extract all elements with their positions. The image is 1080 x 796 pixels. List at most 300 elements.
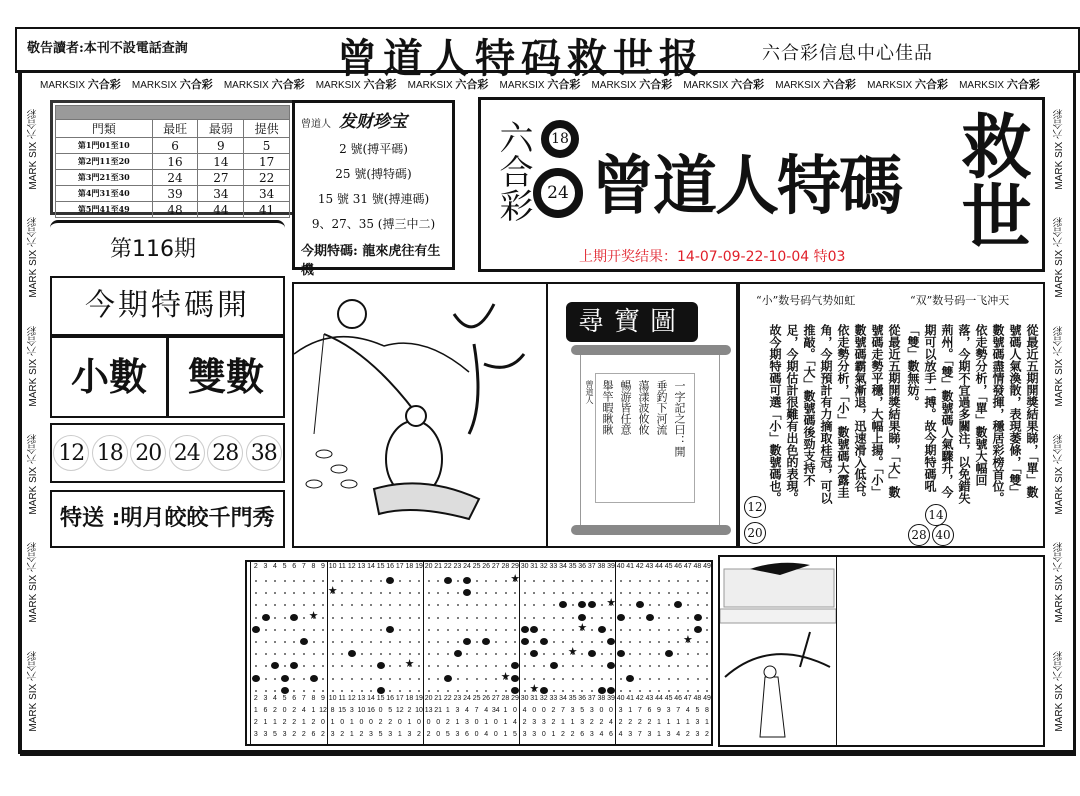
marksix-label: MARKSIX xyxy=(959,80,1005,91)
grid-dot xyxy=(313,604,315,606)
marksix-logo xyxy=(316,76,397,92)
grid-dot xyxy=(524,604,526,606)
grid-dot xyxy=(265,690,267,692)
grid-dot xyxy=(418,665,420,667)
stat-value: 6 xyxy=(609,731,613,738)
grid-dot xyxy=(485,580,487,582)
hit-marker xyxy=(578,614,586,621)
marksix-brand: 六合彩 xyxy=(87,79,121,91)
grid-dot xyxy=(572,665,574,667)
number-ball: 18 xyxy=(92,435,128,471)
grid-dot xyxy=(495,690,497,692)
stat-value: 6 xyxy=(465,731,469,738)
grid-dot xyxy=(562,629,564,631)
marksix-brand: 六合彩 xyxy=(547,79,581,91)
grid-dot xyxy=(293,604,295,606)
stat-value: 2 xyxy=(570,731,575,738)
stat-value: 4 xyxy=(599,731,604,738)
grid-dot xyxy=(409,604,411,606)
hit-marker xyxy=(540,687,548,694)
grid-dot xyxy=(476,580,478,582)
grid-dot xyxy=(514,592,516,594)
grid-dot xyxy=(370,617,372,619)
stat-value: 2 xyxy=(705,731,709,738)
grid-dot xyxy=(610,653,612,655)
column-number: 2 xyxy=(253,563,258,570)
column-number: 44 xyxy=(655,563,663,570)
number-ball: 20 xyxy=(130,435,166,471)
grid-dot xyxy=(495,580,497,582)
stat-value: 4 xyxy=(609,719,613,726)
stat-value: 0 xyxy=(397,719,402,726)
column-number: 13 xyxy=(357,695,366,702)
stat-value: 3 xyxy=(282,731,287,738)
stat-value: 0 xyxy=(493,731,498,738)
stat-value: 2 xyxy=(426,731,431,738)
table-cell: 6 xyxy=(152,138,198,154)
grid-dot xyxy=(533,678,535,680)
grid-dot xyxy=(361,604,363,606)
stat-value: 10 xyxy=(357,707,366,714)
grid-dot xyxy=(639,653,641,655)
grid-dot xyxy=(428,690,430,692)
grid-dot xyxy=(562,580,564,582)
stat-value: 5 xyxy=(695,707,700,714)
grid-dot xyxy=(399,604,401,606)
grid-dot xyxy=(601,653,603,655)
column-number: 24 xyxy=(463,695,471,702)
grid-dot xyxy=(361,580,363,582)
column-number: 6 xyxy=(292,563,297,570)
grid-dot xyxy=(457,641,459,643)
special-star-icon: ★ xyxy=(529,682,540,695)
grid-dot xyxy=(658,592,660,594)
special-star-icon: ★ xyxy=(500,670,511,683)
grid-dot xyxy=(274,641,276,643)
stat-value: 1 xyxy=(503,719,508,726)
column-number: 33 xyxy=(549,695,558,702)
marksix-brand: 六合彩 xyxy=(731,79,765,91)
grid-dot xyxy=(658,678,660,680)
stat-value: 1 xyxy=(397,731,402,738)
stat-value: 4 xyxy=(484,731,489,738)
table-cell: 5 xyxy=(244,138,290,154)
stat-value: 0 xyxy=(609,707,613,714)
stat-value: 1 xyxy=(455,719,460,726)
grid-dot xyxy=(495,629,497,631)
column-number: 41 xyxy=(626,695,635,702)
grid-dot xyxy=(274,617,276,619)
grid-dot xyxy=(370,665,372,667)
grid-dot xyxy=(457,604,459,606)
analysis-articles xyxy=(738,282,1045,548)
grid-dot xyxy=(351,592,353,594)
grid-dot xyxy=(341,678,343,680)
grid-dot xyxy=(322,678,324,680)
grid-dot xyxy=(524,653,526,655)
grid-dot xyxy=(399,629,401,631)
stat-value: 3 xyxy=(455,707,460,714)
grid-dot xyxy=(418,690,420,692)
table-header-row xyxy=(56,120,290,138)
hit-marker xyxy=(262,614,270,621)
hit-marker xyxy=(300,638,308,645)
grid-dot xyxy=(265,592,267,594)
grid-dot xyxy=(706,629,708,631)
grid-dot xyxy=(668,592,670,594)
grid-dot xyxy=(293,592,295,594)
grid-dot xyxy=(553,629,555,631)
grid-dot xyxy=(629,592,631,594)
stat-value: 3 xyxy=(455,731,460,738)
marksix-label: MARKSIX xyxy=(591,80,637,91)
stat-value: 8 xyxy=(705,707,709,714)
marksix-logo xyxy=(40,76,121,92)
grid-dot xyxy=(706,580,708,582)
table-cell: 44 xyxy=(198,202,244,218)
grid-dot xyxy=(687,604,689,606)
grid-dot xyxy=(361,678,363,680)
grid-divider xyxy=(519,562,520,744)
grid-dot xyxy=(265,580,267,582)
grid-dot xyxy=(341,604,343,606)
grid-dot xyxy=(514,653,516,655)
grid-dot xyxy=(399,617,401,619)
grid-dot xyxy=(437,617,439,619)
grid-dot xyxy=(572,629,574,631)
grid-dot xyxy=(332,629,334,631)
stat-value: 3 xyxy=(666,707,671,714)
grid-dot xyxy=(697,678,699,680)
grid-dot xyxy=(677,678,679,680)
grid-dot xyxy=(341,629,343,631)
grid-dot xyxy=(687,629,689,631)
grid-dot xyxy=(591,678,593,680)
marksix-logo xyxy=(500,76,581,92)
grid-dot xyxy=(437,604,439,606)
marksix-brand: 六合彩 xyxy=(455,79,489,91)
grid-dot xyxy=(572,641,574,643)
grid-dot xyxy=(447,617,449,619)
table-cell: 第3門21至30 xyxy=(56,170,153,186)
grid-dot xyxy=(447,641,449,643)
stat-value: 6 xyxy=(263,707,268,714)
hit-marker xyxy=(386,577,394,584)
stat-value: 3 xyxy=(580,719,585,726)
grid-dot xyxy=(687,690,689,692)
grid-dot xyxy=(639,665,641,667)
reader-notice: 敬告讀者:本刊不設電話查詢 xyxy=(27,41,188,56)
stat-value: 0 xyxy=(493,719,498,726)
grid-dot xyxy=(428,653,430,655)
stat-value: 0 xyxy=(359,719,364,726)
grid-dot xyxy=(658,580,660,582)
grid-dot xyxy=(687,665,689,667)
table-row xyxy=(56,154,290,170)
grid-dot xyxy=(361,617,363,619)
column-number: 17 xyxy=(395,563,404,570)
table-cell: 39 xyxy=(152,186,198,202)
grid-dot xyxy=(265,653,267,655)
strip-logo: MARK SIX 六合彩 xyxy=(1053,542,1065,623)
column-number: 15 xyxy=(376,695,385,702)
grid-dot xyxy=(437,580,439,582)
grid-dot xyxy=(389,653,391,655)
column-number: 11 xyxy=(338,695,346,702)
grid-dot xyxy=(399,653,401,655)
grid-dot xyxy=(524,665,526,667)
grid-dot xyxy=(591,641,593,643)
treasure-map xyxy=(548,282,738,548)
grid-dot xyxy=(562,653,564,655)
grid-dot xyxy=(562,592,564,594)
special-gift: 特送 :明月皎皎千門秀 xyxy=(50,490,285,548)
column-number: 38 xyxy=(597,695,606,702)
hit-marker xyxy=(386,626,394,633)
grid-dot xyxy=(466,617,468,619)
grid-dot xyxy=(629,617,631,619)
grid-dot xyxy=(658,690,660,692)
stat-value: 1 xyxy=(676,719,681,726)
table-cell: 22 xyxy=(244,170,290,186)
grid-dot xyxy=(293,678,295,680)
grid-dot xyxy=(629,653,631,655)
stat-value: 2 xyxy=(417,731,421,738)
grid-dot xyxy=(428,678,430,680)
pick-even: 雙數 xyxy=(167,336,285,418)
grid-dot xyxy=(418,580,420,582)
column-number: 38 xyxy=(597,563,606,570)
tips-footer: 今期特碼: 龍來虎往有生機 xyxy=(301,244,441,278)
stat-value: 34 xyxy=(491,707,500,714)
grid-divider xyxy=(423,562,424,744)
column-number: 12 xyxy=(347,563,356,570)
column-number: 14 xyxy=(367,563,375,570)
article-heading: “小”数号码气势如虹 xyxy=(756,294,856,307)
stat-value: 4 xyxy=(465,707,469,714)
stat-value: 2 xyxy=(282,719,287,726)
stat-value: 4 xyxy=(301,707,306,714)
grid-dot xyxy=(284,617,286,619)
column-header: 最旺 xyxy=(152,120,198,138)
grid-dot xyxy=(581,653,583,655)
stat-value: 1 xyxy=(349,719,354,726)
grid-dot xyxy=(428,592,430,594)
strip-logo: MARK SIX 六合彩 xyxy=(27,650,39,732)
grid-dot xyxy=(562,641,564,643)
grid-dot xyxy=(303,580,305,582)
column-number: 3 xyxy=(263,695,268,702)
grid-dot xyxy=(341,641,343,643)
grid-dot xyxy=(447,690,449,692)
grid-dot xyxy=(322,592,324,594)
column-number: 27 xyxy=(491,563,500,570)
grid-dot xyxy=(303,653,305,655)
grid-dot xyxy=(572,678,574,680)
hit-marker xyxy=(530,650,538,657)
grid-dot xyxy=(649,665,651,667)
grid-dot xyxy=(505,690,507,692)
ball-icon: 18 xyxy=(541,120,579,158)
grid-dot xyxy=(677,665,679,667)
stat-value: 2 xyxy=(359,731,364,738)
article-heading: “双”数号码一飞冲天 xyxy=(910,294,1010,307)
column-number: 22 xyxy=(443,695,452,702)
grid-dot xyxy=(505,665,507,667)
column-number: 43 xyxy=(645,695,654,702)
hit-marker xyxy=(271,662,279,669)
column-number: 4 xyxy=(273,563,277,570)
stat-value: 3 xyxy=(647,731,652,738)
grid-dot xyxy=(293,641,295,643)
grid-dot xyxy=(255,617,257,619)
grid-dot xyxy=(293,690,295,692)
bottom-rule xyxy=(20,752,1076,756)
column-number: 31 xyxy=(530,695,539,702)
grid-dot xyxy=(457,678,459,680)
column-number: 42 xyxy=(635,695,644,702)
column-number: 36 xyxy=(578,695,587,702)
grid-dot xyxy=(601,604,603,606)
grid-dot xyxy=(620,690,622,692)
grid-dot xyxy=(629,690,631,692)
grid-dot xyxy=(658,641,660,643)
stat-value: 3 xyxy=(589,731,594,738)
tips-brand: 发财珍宝 xyxy=(339,112,407,132)
grid-dot xyxy=(466,665,468,667)
grid-dot xyxy=(293,629,295,631)
grid-dot xyxy=(591,629,593,631)
table-cell: 9 xyxy=(198,138,244,154)
grid-dot xyxy=(505,617,507,619)
column-number: 25 xyxy=(472,563,481,570)
stat-value: 1 xyxy=(705,719,709,726)
hit-marker xyxy=(598,687,606,694)
grid-dot xyxy=(649,641,651,643)
stat-value: 1 xyxy=(628,707,633,714)
grid-dot xyxy=(332,604,334,606)
grid-dot xyxy=(380,604,382,606)
poem-intro: 一字記之曰：開 xyxy=(673,380,686,457)
column-number: 18 xyxy=(405,695,414,702)
grid-dot xyxy=(601,580,603,582)
grid-dot xyxy=(313,690,315,692)
column-number: 14 xyxy=(367,695,375,702)
strip-logo: MARK SIX 六合彩 xyxy=(27,108,39,190)
grid-dot xyxy=(706,604,708,606)
column-number: 9 xyxy=(321,563,325,570)
column-number: 15 xyxy=(376,563,385,570)
column-number: 10 xyxy=(328,563,337,570)
table-cell: 第5門41至49 xyxy=(56,202,153,218)
grid-dot xyxy=(677,690,679,692)
stat-value: 2 xyxy=(589,719,594,726)
scholar-illustration xyxy=(720,557,837,745)
grid-dot xyxy=(409,641,411,643)
grid-dot xyxy=(639,629,641,631)
grid-dot xyxy=(649,629,651,631)
stat-value: 6 xyxy=(647,707,652,714)
column-number: 16 xyxy=(386,695,395,702)
divider xyxy=(50,220,285,230)
hit-marker xyxy=(665,650,673,657)
stat-value: 5 xyxy=(273,731,277,738)
special-star-icon: ★ xyxy=(683,634,693,646)
grid-dot xyxy=(447,592,449,594)
column-number: 47 xyxy=(683,563,692,570)
grid-dot xyxy=(553,617,555,619)
tips-author: 曾道人 xyxy=(301,119,331,130)
grid-dot xyxy=(476,653,478,655)
grid-dot xyxy=(553,604,555,606)
hit-marker xyxy=(511,687,519,694)
grid-dot xyxy=(351,629,353,631)
grid-dot xyxy=(697,665,699,667)
grid-dot xyxy=(543,678,545,680)
grid-dot xyxy=(380,592,382,594)
stat-value: 2 xyxy=(340,731,345,738)
column-number: 10 xyxy=(328,695,337,702)
grid-dot xyxy=(495,678,497,680)
hit-marker xyxy=(348,650,356,657)
column-number: 44 xyxy=(655,695,663,702)
column-number: 40 xyxy=(616,563,625,570)
grid-dot xyxy=(293,580,295,582)
column-number: 23 xyxy=(453,563,462,570)
column-number: 29 xyxy=(511,695,519,702)
marksix-logo xyxy=(959,76,1040,92)
column-number: 39 xyxy=(607,695,615,702)
column-header: 最弱 xyxy=(198,120,244,138)
grid-dot xyxy=(466,653,468,655)
tip-line: 2 號(搏平碼) xyxy=(339,142,408,156)
grid-dot xyxy=(514,617,516,619)
grid-dot xyxy=(409,629,411,631)
column-number: 13 xyxy=(357,563,366,570)
column-number: 46 xyxy=(674,563,683,570)
grid-dot xyxy=(255,580,257,582)
grid-dot xyxy=(485,690,487,692)
grid-dot xyxy=(505,580,507,582)
last-result: 上期开奖结果：14-07-09-22-10-04 特03 xyxy=(579,249,846,265)
stat-value: 1 xyxy=(685,719,690,726)
stat-value: 2 xyxy=(551,719,556,726)
grid-dot xyxy=(505,592,507,594)
special-star-icon: ★ xyxy=(510,573,521,585)
grid-dot xyxy=(370,580,372,582)
stat-value: 1 xyxy=(311,707,316,714)
door-stats-table xyxy=(50,100,295,215)
grid-dot xyxy=(437,641,439,643)
grid-dot xyxy=(649,604,651,606)
paper-title: 曾道人特码救世报 xyxy=(337,35,705,82)
grid-dot xyxy=(601,641,603,643)
stat-value: 0 xyxy=(321,719,325,726)
grid-dot xyxy=(562,678,564,680)
grid-dot xyxy=(303,690,305,692)
grid-dot xyxy=(706,641,708,643)
stat-value: 21 xyxy=(434,707,443,714)
grid-dot xyxy=(485,629,487,631)
tip-line: 9、27、35 (搏三中二) xyxy=(311,217,436,231)
stat-value: 1 xyxy=(657,731,661,738)
grid-dot xyxy=(543,592,545,594)
grid-dot xyxy=(668,629,670,631)
grid-dot xyxy=(476,678,478,680)
marksix-brand: 六合彩 xyxy=(1006,79,1040,91)
grid-dot xyxy=(553,641,555,643)
grid-dot xyxy=(313,653,315,655)
